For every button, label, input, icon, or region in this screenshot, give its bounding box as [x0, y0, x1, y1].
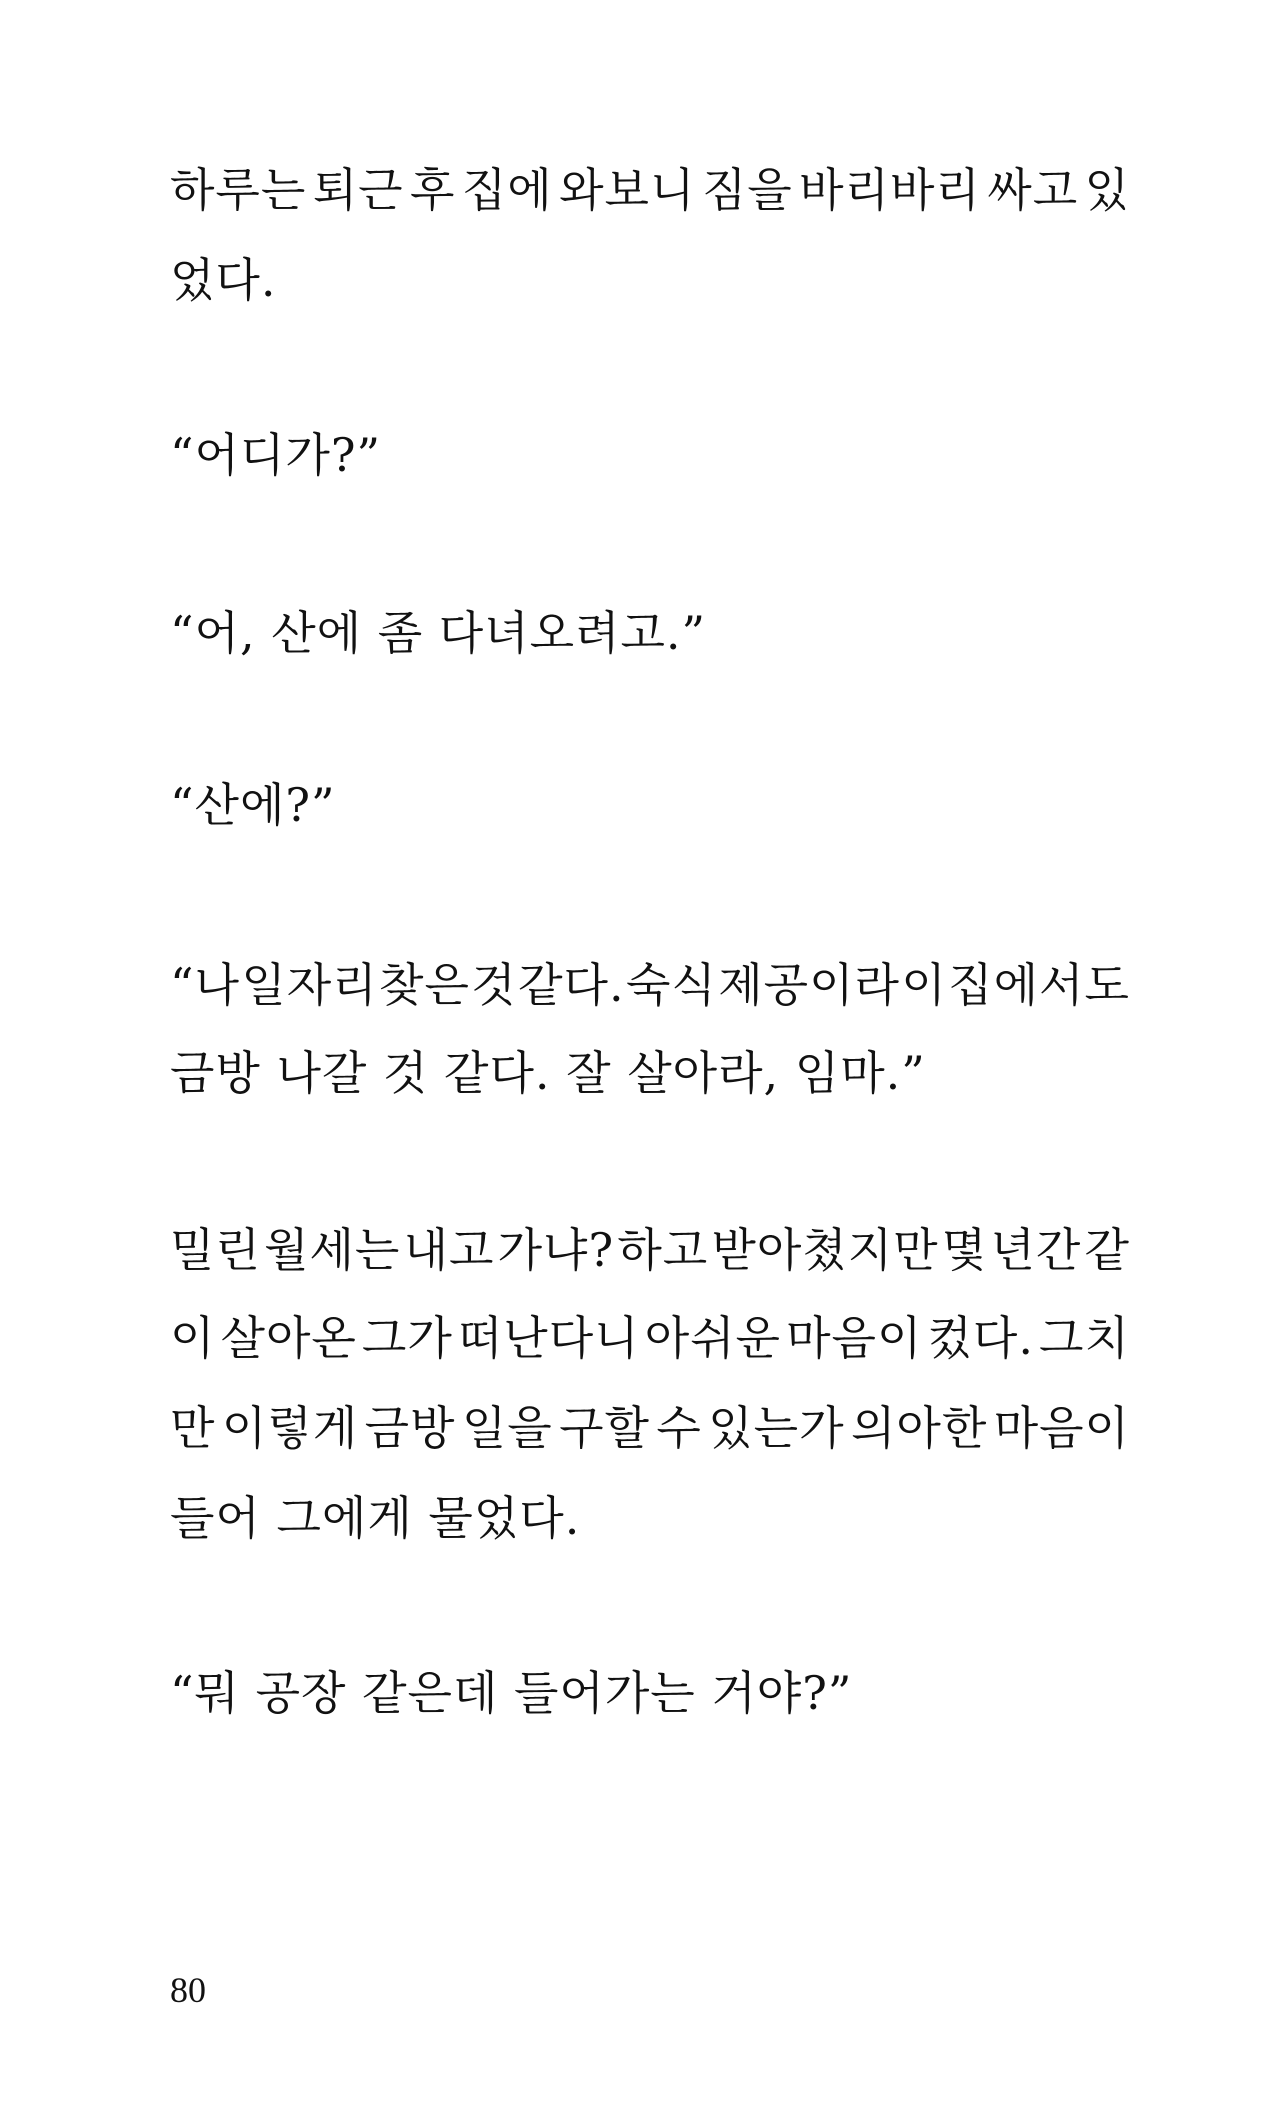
word: 마음이	[993, 1401, 1130, 1455]
word: 바리바리	[799, 163, 981, 217]
word: 수	[656, 1401, 702, 1455]
word: 싸고	[987, 163, 1079, 217]
word: 월세는	[264, 1223, 401, 1277]
word: 마음이	[786, 1311, 923, 1365]
word: 년간	[990, 1223, 1082, 1277]
dialogue-line: “어, 산에 좀 다녀오려고.”	[170, 606, 707, 660]
word: 의아한	[850, 1401, 988, 1455]
word: 그가	[361, 1311, 453, 1365]
word: 아쉬운	[644, 1311, 781, 1365]
word: 내고	[403, 1223, 495, 1277]
word: 이	[170, 1311, 216, 1365]
word: 와보니	[559, 163, 696, 217]
word: 후	[410, 163, 456, 217]
word: 찾은	[379, 958, 470, 1012]
word: 숙식	[625, 958, 717, 1012]
word: 받아쳤지만	[711, 1223, 939, 1277]
word: 가냐?	[497, 1223, 615, 1277]
word: 집에	[461, 163, 553, 217]
word: 것	[471, 958, 517, 1012]
word: 그치	[1039, 1311, 1130, 1365]
text-line	[170, 1220, 1130, 1280]
word: 짐을	[701, 163, 793, 217]
word: 일을	[461, 1401, 553, 1455]
dialogue-line: 금방 나갈 것 같다. 잘 살아라, 임마.”	[170, 1046, 926, 1100]
word: 제공이라	[718, 958, 900, 1012]
word: 살아온	[220, 1311, 357, 1365]
word: 만	[170, 1401, 216, 1455]
word: 하루는	[170, 163, 307, 217]
word: 금방	[364, 1401, 456, 1455]
text-line: 들어 그에게 물었다.	[170, 1491, 581, 1545]
word: 떠난다니	[457, 1311, 640, 1365]
word: 집에서도	[948, 958, 1130, 1012]
word: 이	[901, 958, 947, 1012]
dialogue-line: “뭐 공장 같은데 들어가는 거야?”	[170, 1666, 853, 1720]
page-number: 80	[170, 1970, 206, 2010]
word: 밀린	[170, 1223, 261, 1277]
dialogue-line	[170, 955, 1130, 1015]
word: 퇴근	[312, 163, 404, 217]
word: 몇	[941, 1223, 988, 1277]
text-line	[170, 1398, 1130, 1458]
word: 이렇게	[221, 1401, 359, 1455]
word: 같	[1084, 1223, 1130, 1277]
word: 하고	[617, 1223, 709, 1277]
word: 있	[1084, 163, 1130, 217]
word: 같다.	[518, 958, 625, 1012]
dialogue-line: “어디가?”	[170, 428, 382, 482]
word: 일자리	[241, 958, 378, 1012]
text-line: 었다.	[170, 253, 277, 307]
word: “나	[170, 958, 240, 1012]
dialogue-line: “산에?”	[170, 778, 336, 832]
word: 있는가	[708, 1401, 845, 1455]
text-line	[170, 160, 1130, 220]
text-line	[170, 1308, 1130, 1368]
word: 컸다.	[927, 1311, 1034, 1365]
word: 구할	[559, 1401, 650, 1455]
